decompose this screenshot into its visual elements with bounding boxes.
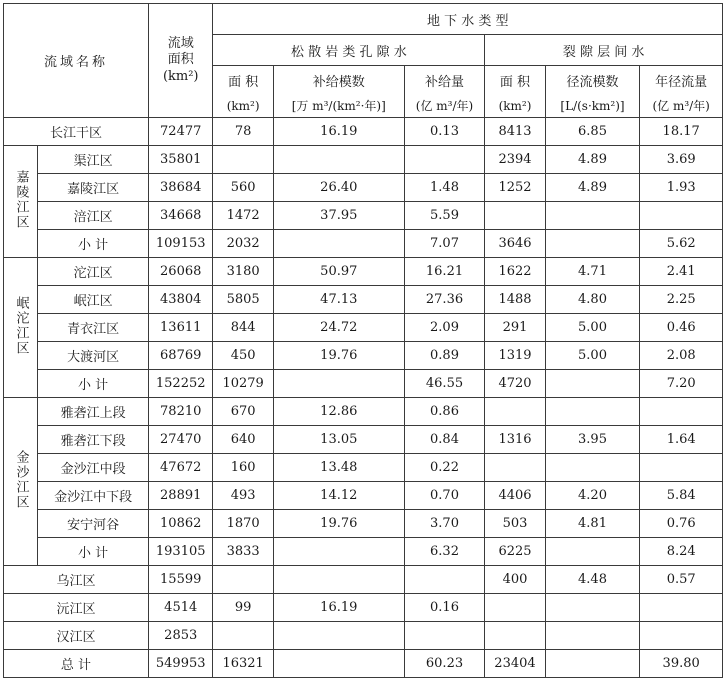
cell-b-flow: 39.80 xyxy=(640,650,723,678)
cell-b-area: 23404 xyxy=(485,650,545,678)
cell-area: 47672 xyxy=(149,454,213,482)
cell-b-modulus: 5.00 xyxy=(545,342,640,370)
header-b-modulus: 径流模数 xyxy=(545,66,640,95)
header-groundwater-types: 地 下 水 类 型 xyxy=(213,4,723,35)
table-row xyxy=(4,398,723,426)
cell-b-modulus: 4.89 xyxy=(545,174,640,202)
cell-b-area: 291 xyxy=(485,314,545,342)
cell-a-amount: 0.22 xyxy=(404,454,485,482)
row-name: 嘉陵江区 xyxy=(38,174,149,202)
cell-b-flow: 5.62 xyxy=(640,230,723,258)
row-name: 雅砻江下段 xyxy=(38,426,149,454)
cell-b-flow: 18.17 xyxy=(640,118,723,146)
group-label-jinsha: 金沙江区 xyxy=(4,398,38,566)
table-row xyxy=(4,426,723,454)
cell-b-modulus xyxy=(545,622,640,650)
header-a-amount-unit: (亿 m³/年) xyxy=(404,94,485,118)
cell-area: 26068 xyxy=(149,258,213,286)
cell-a-amount: 46.55 xyxy=(404,370,485,398)
cell-b-area xyxy=(485,594,545,622)
table-row xyxy=(4,146,723,174)
cell-area: 28891 xyxy=(149,482,213,510)
table-row xyxy=(4,258,723,286)
row-name: 大渡河区 xyxy=(38,342,149,370)
cell-a-area: 1870 xyxy=(213,510,273,538)
cell-b-area: 1316 xyxy=(485,426,545,454)
cell-area: 549953 xyxy=(149,650,213,678)
cell-b-flow xyxy=(640,594,723,622)
cell-b-flow: 8.24 xyxy=(640,538,723,566)
row-name: 沅江区 xyxy=(4,594,149,622)
table-row xyxy=(4,594,723,622)
cell-a-modulus xyxy=(273,370,404,398)
header-a-modulus-unit: [万 m³/(km²·年)] xyxy=(273,94,404,118)
cell-a-modulus: 47.13 xyxy=(273,286,404,314)
cell-area: 152252 xyxy=(149,370,213,398)
cell-area: 109153 xyxy=(149,230,213,258)
group-label-jialing: 嘉陵江区 xyxy=(4,146,38,258)
cell-area: 38684 xyxy=(149,174,213,202)
cell-a-modulus xyxy=(273,230,404,258)
cell-a-modulus: 13.05 xyxy=(273,426,404,454)
cell-b-area: 4720 xyxy=(485,370,545,398)
cell-b-modulus xyxy=(545,594,640,622)
cell-a-area: 3833 xyxy=(213,538,273,566)
cell-a-area: 493 xyxy=(213,482,273,510)
cell-b-flow xyxy=(640,202,723,230)
header-basin-name: 流域名称 xyxy=(4,4,149,118)
cell-a-modulus xyxy=(273,650,404,678)
cell-b-flow: 3.69 xyxy=(640,146,723,174)
cell-area: 4514 xyxy=(149,594,213,622)
cell-a-area: 78 xyxy=(213,118,273,146)
table-row xyxy=(4,230,723,258)
table-row-total xyxy=(4,650,723,678)
cell-a-area: 2032 xyxy=(213,230,273,258)
cell-b-area: 1252 xyxy=(485,174,545,202)
cell-b-modulus: 5.00 xyxy=(545,314,640,342)
row-name: 长江干区 xyxy=(4,118,149,146)
cell-b-modulus: 4.80 xyxy=(545,286,640,314)
cell-b-area: 503 xyxy=(485,510,545,538)
cell-a-amount: 0.89 xyxy=(404,342,485,370)
cell-b-flow: 5.84 xyxy=(640,482,723,510)
header-a-area: 面 积 xyxy=(213,66,273,95)
groundwater-table xyxy=(3,3,723,678)
cell-a-amount: 1.48 xyxy=(404,174,485,202)
cell-b-flow: 2.41 xyxy=(640,258,723,286)
cell-a-area: 560 xyxy=(213,174,273,202)
row-name: 渠江区 xyxy=(38,146,149,174)
cell-a-area: 450 xyxy=(213,342,273,370)
cell-b-flow: 2.25 xyxy=(640,286,723,314)
table-row xyxy=(4,482,723,510)
cell-a-area: 844 xyxy=(213,314,273,342)
cell-a-modulus: 24.72 xyxy=(273,314,404,342)
row-name: 小 计 xyxy=(38,230,149,258)
cell-a-area: 16321 xyxy=(213,650,273,678)
cell-b-modulus: 3.95 xyxy=(545,426,640,454)
cell-area: 43804 xyxy=(149,286,213,314)
cell-b-area xyxy=(485,622,545,650)
header-a-amount: 补给量 xyxy=(404,66,485,95)
cell-a-modulus: 26.40 xyxy=(273,174,404,202)
header-b-modulus-unit: [L/(s·km²)] xyxy=(545,94,640,118)
cell-a-area xyxy=(213,566,273,594)
table-row xyxy=(4,342,723,370)
cell-a-modulus: 50.97 xyxy=(273,258,404,286)
cell-a-modulus xyxy=(273,538,404,566)
cell-a-area: 1472 xyxy=(213,202,273,230)
row-name: 乌江区 xyxy=(4,566,149,594)
cell-area: 68769 xyxy=(149,342,213,370)
cell-a-modulus: 13.48 xyxy=(273,454,404,482)
cell-a-modulus xyxy=(273,146,404,174)
cell-b-flow: 7.20 xyxy=(640,370,723,398)
cell-b-flow: 1.64 xyxy=(640,426,723,454)
cell-a-area xyxy=(213,146,273,174)
row-name: 涪江区 xyxy=(38,202,149,230)
cell-b-area: 1488 xyxy=(485,286,545,314)
cell-a-area: 10279 xyxy=(213,370,273,398)
cell-a-amount xyxy=(404,622,485,650)
table-row xyxy=(4,174,723,202)
cell-a-modulus: 12.86 xyxy=(273,398,404,426)
cell-a-area: 670 xyxy=(213,398,273,426)
cell-area: 35801 xyxy=(149,146,213,174)
header-a-modulus: 补给模数 xyxy=(273,66,404,95)
cell-b-flow xyxy=(640,454,723,482)
row-name: 总 计 xyxy=(4,650,149,678)
cell-a-area: 99 xyxy=(213,594,273,622)
cell-area: 72477 xyxy=(149,118,213,146)
table-row xyxy=(4,314,723,342)
cell-b-modulus xyxy=(545,398,640,426)
cell-a-amount: 0.16 xyxy=(404,594,485,622)
cell-area: 10862 xyxy=(149,510,213,538)
row-name: 小 计 xyxy=(38,538,149,566)
cell-b-area: 400 xyxy=(485,566,545,594)
row-name: 金沙江中段 xyxy=(38,454,149,482)
cell-b-flow xyxy=(640,398,723,426)
cell-b-modulus xyxy=(545,454,640,482)
cell-b-flow: 0.76 xyxy=(640,510,723,538)
row-name: 岷江区 xyxy=(38,286,149,314)
cell-a-amount: 6.32 xyxy=(404,538,485,566)
cell-a-modulus: 16.19 xyxy=(273,118,404,146)
cell-a-amount: 16.21 xyxy=(404,258,485,286)
cell-a-modulus: 19.76 xyxy=(273,510,404,538)
table-row xyxy=(4,118,723,146)
cell-b-modulus: 4.48 xyxy=(545,566,640,594)
cell-a-amount: 7.07 xyxy=(404,230,485,258)
cell-a-modulus: 19.76 xyxy=(273,342,404,370)
cell-b-area xyxy=(485,202,545,230)
cell-area: 13611 xyxy=(149,314,213,342)
table-row xyxy=(4,286,723,314)
cell-a-amount: 0.70 xyxy=(404,482,485,510)
cell-a-area: 3180 xyxy=(213,258,273,286)
cell-b-area: 4406 xyxy=(485,482,545,510)
row-name: 安宁河谷 xyxy=(38,510,149,538)
cell-area: 78210 xyxy=(149,398,213,426)
cell-area: 34668 xyxy=(149,202,213,230)
cell-a-amount: 5.59 xyxy=(404,202,485,230)
cell-a-area xyxy=(213,622,273,650)
row-name: 金沙江中下段 xyxy=(38,482,149,510)
cell-a-amount xyxy=(404,566,485,594)
cell-b-flow: 1.93 xyxy=(640,174,723,202)
row-name: 青衣江区 xyxy=(38,314,149,342)
cell-b-modulus xyxy=(545,202,640,230)
cell-b-area: 3646 xyxy=(485,230,545,258)
cell-a-modulus xyxy=(273,566,404,594)
table-row xyxy=(4,538,723,566)
cell-b-modulus xyxy=(545,650,640,678)
cell-b-area: 6225 xyxy=(485,538,545,566)
cell-a-modulus: 37.95 xyxy=(273,202,404,230)
cell-a-modulus: 14.12 xyxy=(273,482,404,510)
table-row xyxy=(4,370,723,398)
table-row xyxy=(4,566,723,594)
cell-area: 2853 xyxy=(149,622,213,650)
table-row xyxy=(4,454,723,482)
cell-b-modulus: 4.89 xyxy=(545,146,640,174)
cell-b-modulus xyxy=(545,538,640,566)
header-basin-area: 流域 面积 (km²) xyxy=(149,4,213,118)
header-b-flow-unit: (亿 m³/年) xyxy=(640,94,723,118)
header-b-flow: 年径流量 xyxy=(640,66,723,95)
cell-a-area: 160 xyxy=(213,454,273,482)
table-row xyxy=(4,202,723,230)
cell-b-area: 1319 xyxy=(485,342,545,370)
row-name: 小 计 xyxy=(38,370,149,398)
cell-a-amount: 0.13 xyxy=(404,118,485,146)
cell-area: 193105 xyxy=(149,538,213,566)
cell-b-area: 1622 xyxy=(485,258,545,286)
cell-b-area xyxy=(485,398,545,426)
cell-a-area: 5805 xyxy=(213,286,273,314)
cell-b-flow: 0.57 xyxy=(640,566,723,594)
header-b-area: 面 积 xyxy=(485,66,545,95)
table-row xyxy=(4,510,723,538)
cell-a-area: 640 xyxy=(213,426,273,454)
cell-a-amount: 60.23 xyxy=(404,650,485,678)
cell-b-modulus: 4.71 xyxy=(545,258,640,286)
header-b-area-unit: (km²) xyxy=(485,94,545,118)
cell-a-amount: 3.70 xyxy=(404,510,485,538)
cell-b-modulus xyxy=(545,370,640,398)
cell-a-amount: 0.86 xyxy=(404,398,485,426)
cell-a-amount: 2.09 xyxy=(404,314,485,342)
cell-area: 15599 xyxy=(149,566,213,594)
cell-b-flow: 2.08 xyxy=(640,342,723,370)
row-name: 汉江区 xyxy=(4,622,149,650)
table-row xyxy=(4,622,723,650)
header-a-area-unit: (km²) xyxy=(213,94,273,118)
cell-b-modulus: 4.81 xyxy=(545,510,640,538)
cell-b-flow xyxy=(640,622,723,650)
row-name: 雅砻江上段 xyxy=(38,398,149,426)
cell-b-modulus xyxy=(545,230,640,258)
cell-a-amount: 27.36 xyxy=(404,286,485,314)
cell-area: 27470 xyxy=(149,426,213,454)
cell-a-amount xyxy=(404,146,485,174)
cell-b-area: 8413 xyxy=(485,118,545,146)
header-fissure-water: 裂 隙 层 间 水 xyxy=(485,35,723,66)
cell-a-modulus xyxy=(273,622,404,650)
row-name: 沱江区 xyxy=(38,258,149,286)
cell-b-area xyxy=(485,454,545,482)
header-loose-rock-water: 松 散 岩 类 孔 隙 水 xyxy=(213,35,485,66)
cell-b-modulus: 6.85 xyxy=(545,118,640,146)
cell-b-flow: 0.46 xyxy=(640,314,723,342)
group-label-mintuo: 岷沱江区 xyxy=(4,258,38,398)
cell-b-area: 2394 xyxy=(485,146,545,174)
cell-b-modulus: 4.20 xyxy=(545,482,640,510)
cell-a-amount: 0.84 xyxy=(404,426,485,454)
cell-a-modulus: 16.19 xyxy=(273,594,404,622)
